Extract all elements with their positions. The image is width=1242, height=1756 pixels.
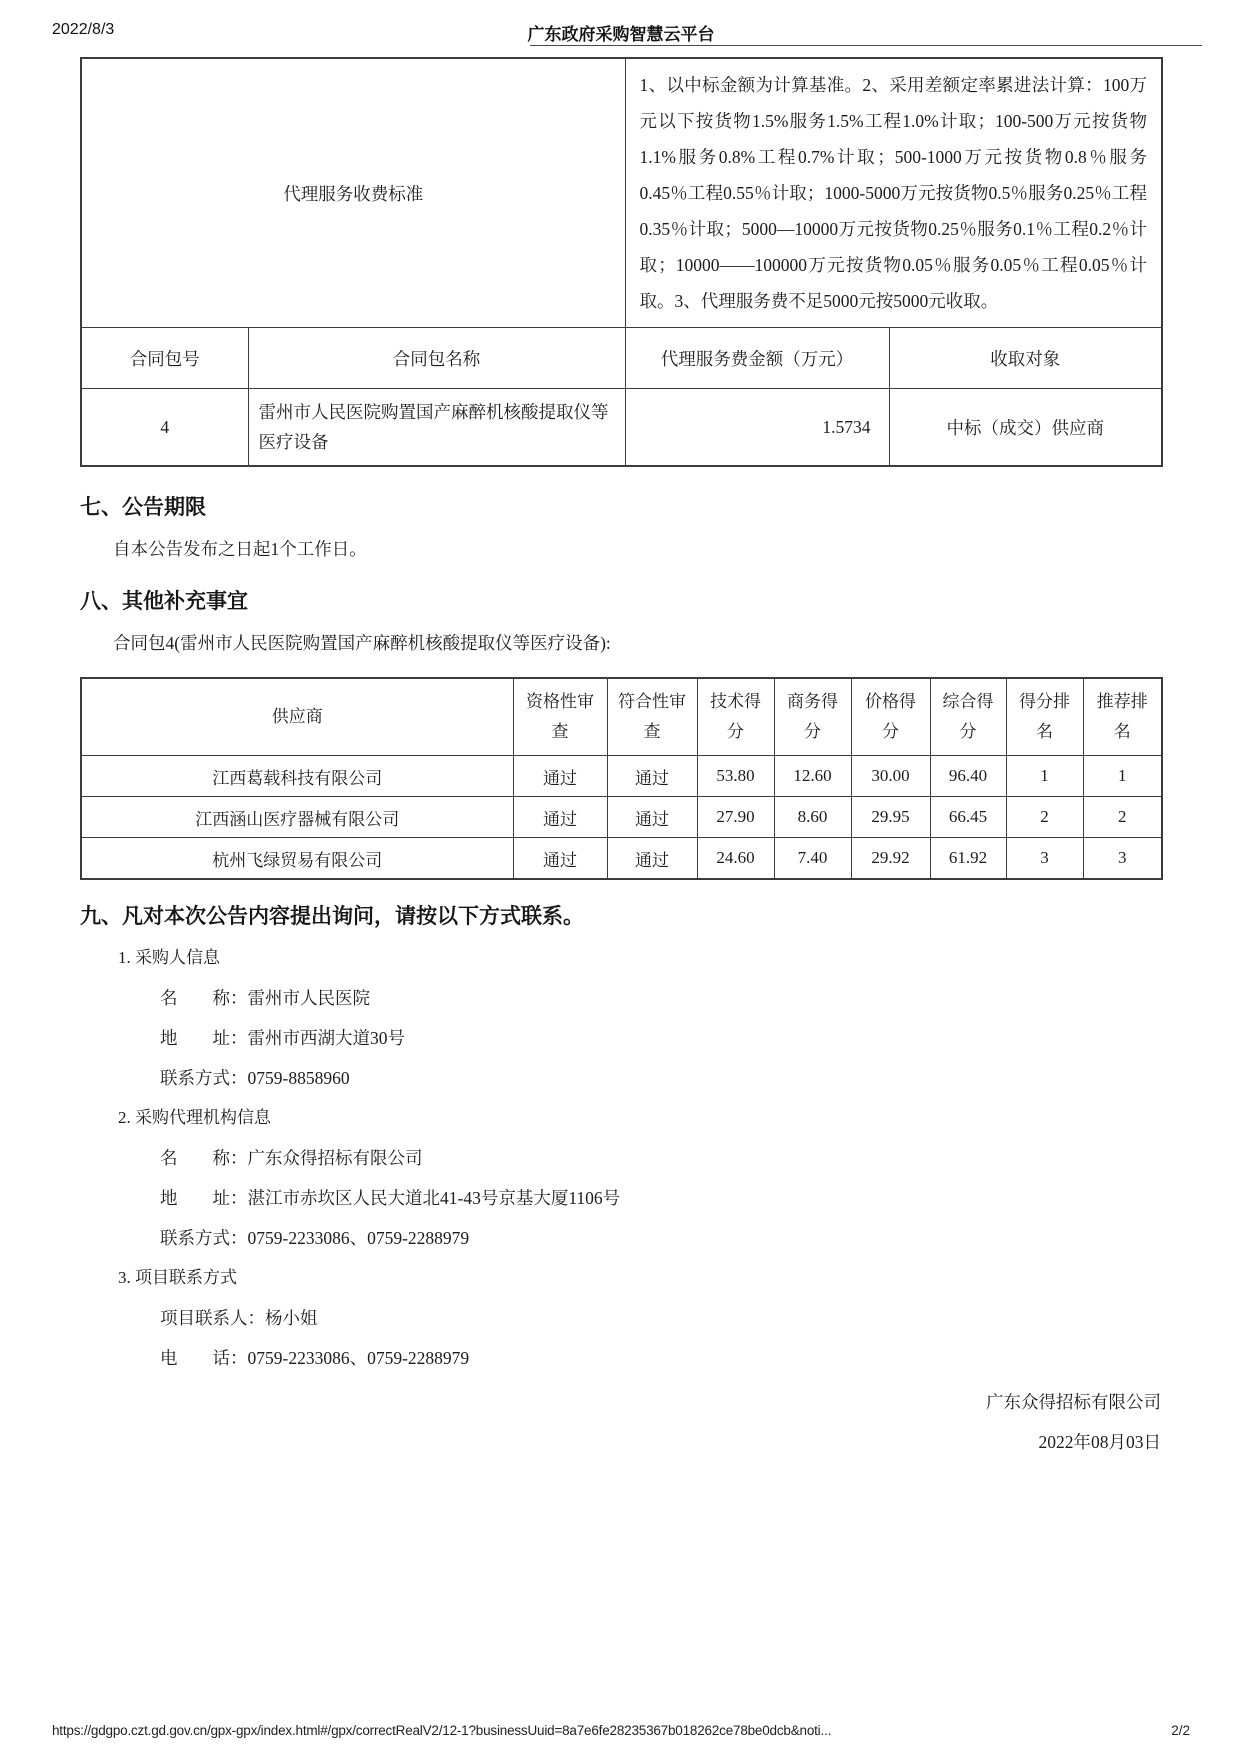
score-table-row [81,797,1162,838]
cell-price: 30.00 [851,756,930,797]
agency-fee-table [80,57,1163,467]
purchaser-contact: 联系方式：0759-8858960 [160,1068,350,1088]
agency-contact: 联系方式：0759-2233086、0759-2288979 [160,1228,470,1248]
print-date: 2022/8/3 [52,21,115,38]
cell-price: 29.95 [851,797,930,838]
signature-company: 广东众得招标有限公司 [986,1392,1161,1412]
section-8-intro: 合同包4(雷州市人民医院购置国产麻醉机核酸提取仪等医疗设备): [113,633,611,653]
column-header-qualification-review: 资格性审查 [513,678,607,756]
column-header-business-score: 商务得分 [774,678,851,756]
cell-score-rank: 1 [1006,756,1083,797]
purchaser-info-label: 1. 采购人信息 [118,948,220,967]
cell-business: 8.60 [774,797,851,838]
cell-technical: 24.60 [697,838,774,880]
cell-supplier: 杭州飞绿贸易有限公司 [81,838,513,880]
agency-name: 名 称：广东众得招标有限公司 [160,1148,423,1168]
header-rule [530,45,1202,46]
purchaser-name: 名 称：雷州市人民医院 [160,988,370,1008]
column-header-technical-score: 技术得分 [697,678,774,756]
cell-score-rank: 3 [1006,838,1083,880]
cell-supplier: 江西葛载科技有限公司 [81,756,513,797]
document-body [80,57,1161,1462]
cell-conformity: 通过 [607,797,697,838]
score-table-row [81,838,1162,880]
signature-date: 2022年08月03日 [1038,1432,1161,1452]
cell-supplier: 江西涵山医疗器械有限公司 [81,797,513,838]
cell-price: 29.92 [851,838,930,880]
cell-total: 96.40 [930,756,1006,797]
project-contact-phone: 电 话：0759-2233086、0759-2288979 [160,1348,470,1368]
cell-business: 7.40 [774,838,851,880]
section-7-heading: 七、公告期限 [80,495,206,519]
column-header-supplier: 供应商 [81,678,513,756]
fee-standard-row [81,58,1162,328]
agency-info-label: 2. 采购代理机构信息 [118,1108,271,1127]
cell-total: 66.45 [930,797,1006,838]
cell-technical: 27.90 [697,797,774,838]
column-header-payer: 收取对象 [889,328,1162,389]
signature-block [80,1382,1161,1462]
agency-address: 地 址：湛江市赤坎区人民大道北41-43号京基大厦1106号 [160,1188,621,1208]
section-7-body: 自本公告发布之日起1个工作日。 [113,539,367,559]
cell-qualification: 通过 [513,797,607,838]
column-header-total-score: 综合得分 [930,678,1006,756]
cell-fee-amount: 1.5734 [625,389,889,467]
cell-package-name: 雷州市人民医院购置国产麻醉机核酸提取仪等医疗设备 [248,389,625,467]
cell-payer: 中标（成交）供应商 [889,389,1162,467]
cell-conformity: 通过 [607,756,697,797]
supplier-score-table [80,677,1163,880]
project-contact-person: 项目联系人：杨小姐 [160,1308,318,1328]
cell-business: 12.60 [774,756,851,797]
cell-conformity: 通过 [607,838,697,880]
footer-page-number: 2/2 [1171,1723,1190,1738]
purchaser-address: 地 址：雷州市西湖大道30号 [160,1028,405,1048]
cell-recommend-rank: 3 [1083,838,1162,880]
fee-table-header-row [81,328,1162,389]
column-header-package-name: 合同包名称 [248,328,625,389]
cell-recommend-rank: 2 [1083,797,1162,838]
site-title: 广东政府采购智慧云平台 [527,25,715,44]
fee-table-data-row [81,389,1162,467]
section-9-heading: 九、凡对本次公告内容提出询问，请按以下方式联系。 [80,904,584,928]
score-table-header-row [81,678,1162,756]
section-8-heading: 八、其他补充事宜 [80,589,248,613]
column-header-package-no: 合同包号 [81,328,248,389]
cell-total: 61.92 [930,838,1006,880]
fee-standard-label: 代理服务收费标准 [81,58,625,328]
column-header-price-score: 价格得分 [851,678,930,756]
project-contact-label: 3. 项目联系方式 [118,1268,237,1287]
cell-qualification: 通过 [513,838,607,880]
column-header-conformity-review: 符合性审查 [607,678,697,756]
column-header-fee-amount: 代理服务费金额（万元） [625,328,889,389]
cell-recommend-rank: 1 [1083,756,1162,797]
column-header-recommend-rank: 推荐排名 [1083,678,1162,756]
cell-score-rank: 2 [1006,797,1083,838]
cell-qualification: 通过 [513,756,607,797]
cell-package-no: 4 [81,389,248,467]
footer-url: https://gdgpo.czt.gd.gov.cn/gpx-gpx/index.html#/gpx/correctRealV2/12-1?businessUuid=8a7e6fe28235367b018262ce78be0dcb&noti... [52,1723,832,1738]
fee-standard-description: 1、以中标金额为计算基准。2、采用差额定率累进法计算：100万元以下按货物1.5%服务1.5%工程1.0%计取；100-500万元按货物1.1%服务0.8%工程0.7%计取；500-1000万元按货物0.8％服务0.45％工程0.55％计取；1000-5000万元按货物0.5％服务0.25％工程0.35％计取；5000—10000万元按货物0.25％服务0.1％工程0.2％计取；10000——100000万元按货物0.05％服务0.05％工程0.05％计取。3、代理服务费不足5000元按5000元收取。 [625,58,1162,328]
column-header-score-rank: 得分排名 [1006,678,1083,756]
score-table-row [81,756,1162,797]
cell-technical: 53.80 [697,756,774,797]
